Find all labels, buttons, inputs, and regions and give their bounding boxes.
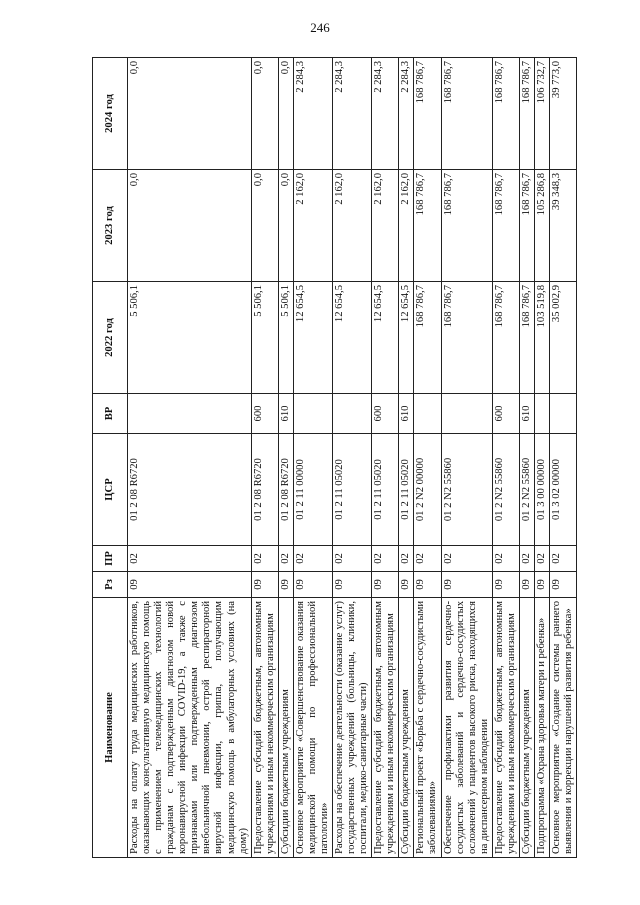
cell-vr: 610	[399, 394, 414, 434]
table-row	[492, 58, 519, 858]
cell-pr: 02	[534, 546, 549, 572]
cell-name: Расходы на оплату труда медицинских работников, оказывающих консультативную медицинскую помощь с применением телемедицинских технологий гражданам с подтвержденным диагнозом новой коронавирусной инфекции COVID-19, а также с признаками или подтвержденным диагнозом внебольничной пневмонии, острой респираторной вирусной инфекции, гриппа, получающим медицинскую помощь в амбулаторных условиях (на дому)	[128, 598, 252, 858]
cell-csr: 01 2 11 05020	[372, 434, 399, 546]
cell-2022: 12 654,5	[293, 282, 332, 394]
cell-name: Региональный проект «Борьба с сердечно-сосудистыми заболеваниями»	[414, 598, 441, 858]
cell-vr	[550, 394, 577, 434]
cell-vr	[293, 394, 332, 434]
budget-table	[92, 57, 577, 858]
table-row	[128, 58, 252, 858]
table-row	[534, 58, 549, 858]
cell-2024: 2 284,3	[293, 58, 332, 170]
cell-csr: 01 2 N2 55860	[441, 434, 492, 546]
cell-2022: 5 506,1	[251, 282, 278, 394]
cell-vr: 600	[251, 394, 278, 434]
cell-name: Обеспечение профилактики развития сердечно-сосудистых заболеваний и сердечно-сосудистых осложнений у пациентов высокого риска, находящихся на диспансерном наблюдении	[441, 598, 492, 858]
cell-rz: 09	[441, 572, 492, 598]
table-header-row	[93, 58, 128, 858]
cell-vr	[414, 394, 441, 434]
cell-vr	[441, 394, 492, 434]
table-row	[293, 58, 332, 858]
cell-2024: 168 786,7	[414, 58, 441, 170]
cell-2024: 106 732,7	[534, 58, 549, 170]
cell-pr: 02	[372, 546, 399, 572]
cell-2023: 2 162,0	[399, 170, 414, 282]
cell-csr: 01 3 02 00000	[550, 434, 577, 546]
cell-rz: 09	[333, 572, 372, 598]
cell-rz: 09	[372, 572, 399, 598]
table-row	[399, 58, 414, 858]
cell-name: Субсидии бюджетным учреждениям	[399, 598, 414, 858]
cell-2024: 0,0	[278, 58, 293, 170]
table-row	[550, 58, 577, 858]
cell-pr: 02	[333, 546, 372, 572]
table-row	[441, 58, 492, 858]
cell-vr: 600	[372, 394, 399, 434]
cell-2023: 168 786,7	[519, 170, 534, 282]
cell-2022: 168 786,7	[441, 282, 492, 394]
cell-rz: 09	[251, 572, 278, 598]
cell-rz: 09	[399, 572, 414, 598]
cell-2022: 5 506,1	[278, 282, 293, 394]
cell-csr: 01 2 N2 00000	[414, 434, 441, 546]
cell-csr: 01 2 08 R6720	[278, 434, 293, 546]
header-2022: 2022 год	[93, 282, 128, 394]
cell-2023: 168 786,7	[414, 170, 441, 282]
cell-rz: 09	[534, 572, 549, 598]
cell-2024: 2 284,3	[399, 58, 414, 170]
cell-csr: 01 2 11 05020	[399, 434, 414, 546]
cell-rz: 09	[550, 572, 577, 598]
cell-vr: 600	[492, 394, 519, 434]
cell-2023: 2 162,0	[333, 170, 372, 282]
table-row	[414, 58, 441, 858]
cell-vr	[128, 394, 252, 434]
header-rz: Рз	[93, 572, 128, 598]
cell-rz: 09	[492, 572, 519, 598]
cell-vr: 610	[278, 394, 293, 434]
cell-name: Предоставление субсидий бюджетным, автономным учреждениям и иным некоммерческим организациям	[492, 598, 519, 858]
header-name: Наименование	[93, 598, 128, 858]
cell-pr: 02	[278, 546, 293, 572]
cell-name: Предоставление субсидий бюджетным, автономным учреждениям и иным некоммерческим организациям	[372, 598, 399, 858]
cell-name: Субсидии бюджетным учреждениям	[278, 598, 293, 858]
cell-2024: 0,0	[128, 58, 252, 170]
cell-2024: 168 786,7	[441, 58, 492, 170]
header-2023: 2023 год	[93, 170, 128, 282]
cell-name: Субсидии бюджетным учреждениям	[519, 598, 534, 858]
cell-name: Расходы на обеспечение деятельности (оказание услуг) государственных учреждений (больницы, клиники, госпитали, медико-санитарные части)	[333, 598, 372, 858]
cell-vr	[534, 394, 549, 434]
cell-name: Основное мероприятие «Создание системы раннего выявления и коррекции нарушений развития ребенка»	[550, 598, 577, 858]
cell-2023: 105 286,8	[534, 170, 549, 282]
cell-pr: 02	[128, 546, 252, 572]
cell-csr: 01 2 08 R6720	[251, 434, 278, 546]
cell-name: Подпрограмма «Охрана здоровья матери и ребенка»	[534, 598, 549, 858]
cell-2023: 2 162,0	[372, 170, 399, 282]
cell-2024: 39 773,0	[550, 58, 577, 170]
cell-name: Основное мероприятие «Совершенствование оказания медицинской помощи по профессиональной патологии»	[293, 598, 332, 858]
table-row	[519, 58, 534, 858]
cell-csr: 01 2 N2 55860	[519, 434, 534, 546]
header-vr: ВР	[93, 394, 128, 434]
cell-2022: 12 654,5	[399, 282, 414, 394]
cell-rz: 09	[278, 572, 293, 598]
cell-pr: 02	[293, 546, 332, 572]
table-row	[372, 58, 399, 858]
cell-pr: 02	[251, 546, 278, 572]
header-csr: ЦСР	[93, 434, 128, 546]
page-number: 246	[310, 20, 330, 35]
cell-pr: 02	[441, 546, 492, 572]
cell-2022: 103 519,8	[534, 282, 549, 394]
cell-2024: 2 284,3	[372, 58, 399, 170]
cell-2024: 2 284,3	[333, 58, 372, 170]
cell-2024: 0,0	[251, 58, 278, 170]
table-row	[333, 58, 372, 858]
cell-2022: 168 786,7	[414, 282, 441, 394]
cell-2023: 0,0	[251, 170, 278, 282]
cell-name: Предоставление субсидий бюджетным, автономным учреждениям и иным некоммерческим организациям	[251, 598, 278, 858]
cell-csr: 01 2 11 00000	[293, 434, 332, 546]
budget-table-container	[92, 58, 575, 858]
cell-2022: 12 654,5	[372, 282, 399, 394]
table-body	[128, 58, 577, 858]
cell-2022: 168 786,7	[519, 282, 534, 394]
cell-2022: 35 002,9	[550, 282, 577, 394]
cell-pr: 02	[492, 546, 519, 572]
cell-2023: 0,0	[128, 170, 252, 282]
table-row	[251, 58, 278, 858]
header-2024: 2024 год	[93, 58, 128, 170]
cell-2022: 12 654,5	[333, 282, 372, 394]
cell-2023: 168 786,7	[441, 170, 492, 282]
cell-pr: 02	[414, 546, 441, 572]
cell-vr	[333, 394, 372, 434]
cell-rz: 09	[519, 572, 534, 598]
cell-rz: 09	[128, 572, 252, 598]
cell-rz: 09	[414, 572, 441, 598]
header-pr: ПР	[93, 546, 128, 572]
cell-vr: 610	[519, 394, 534, 434]
table-row	[278, 58, 293, 858]
cell-2023: 168 786,7	[492, 170, 519, 282]
cell-pr: 02	[399, 546, 414, 572]
cell-csr: 01 2 11 05020	[333, 434, 372, 546]
cell-rz: 09	[293, 572, 332, 598]
cell-2024: 168 786,7	[492, 58, 519, 170]
cell-pr: 02	[550, 546, 577, 572]
cell-csr: 01 2 N2 55860	[492, 434, 519, 546]
cell-2022: 168 786,7	[492, 282, 519, 394]
cell-2022: 5 506,1	[128, 282, 252, 394]
cell-csr: 01 2 08 R6720	[128, 434, 252, 546]
cell-pr: 02	[519, 546, 534, 572]
cell-2023: 0,0	[278, 170, 293, 282]
cell-2023: 2 162,0	[293, 170, 332, 282]
cell-2024: 168 786,7	[519, 58, 534, 170]
cell-csr: 01 3 00 00000	[534, 434, 549, 546]
cell-2023: 39 348,3	[550, 170, 577, 282]
